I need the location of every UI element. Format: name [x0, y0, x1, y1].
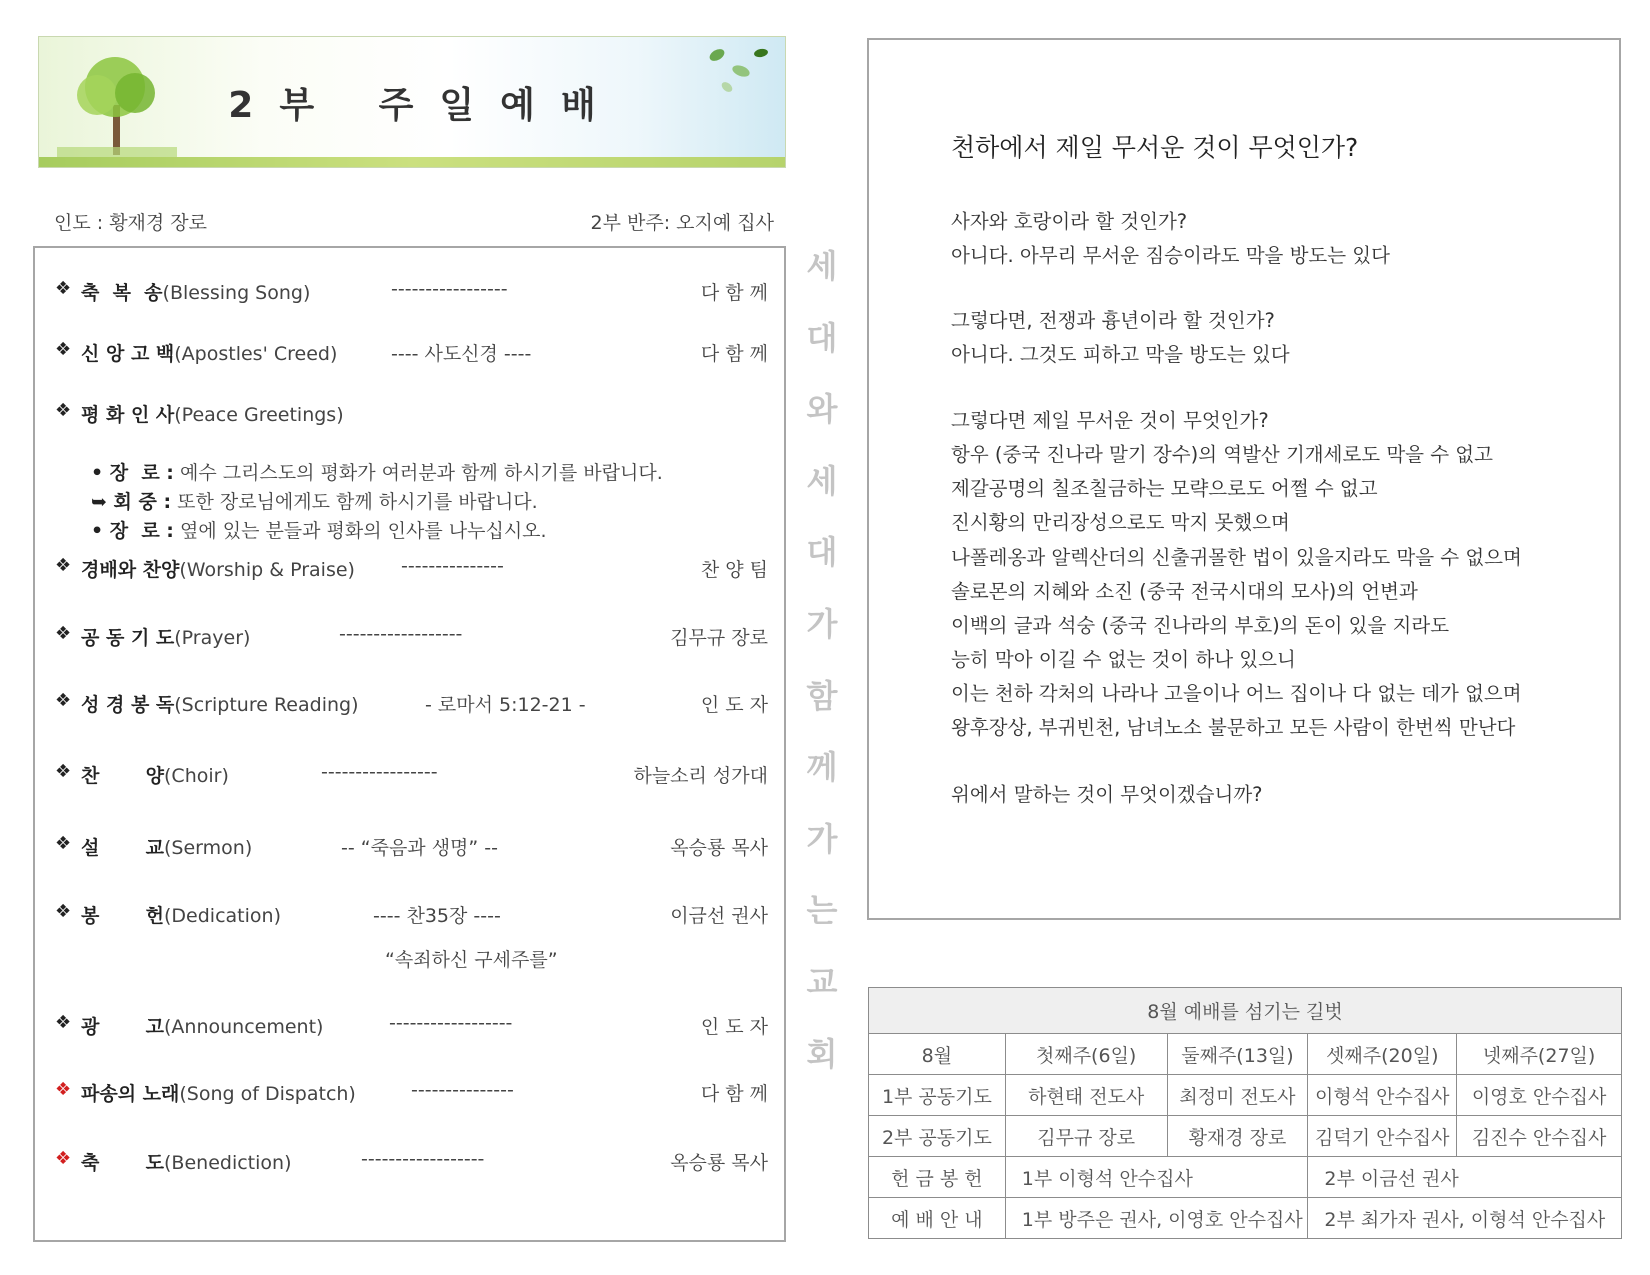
service-item-person: 김무규 장로 — [670, 627, 768, 649]
table-caption-row — [869, 988, 1622, 1034]
diamond-bullet-icon: ❖ — [55, 278, 72, 299]
service-item-detail: --------------- — [411, 1079, 514, 1101]
service-item-name: 광 고 — [81, 1016, 165, 1038]
service-item-name: 경배와 찬양 — [81, 559, 180, 581]
diamond-bullet-icon: ❖ — [55, 901, 72, 922]
slogan-char: 가 — [806, 604, 838, 643]
service-item — [55, 278, 768, 308]
slogan-char: 세 — [806, 247, 838, 285]
column-header: 둘째주(13일) — [1167, 1034, 1308, 1075]
table-cell: 김무규 장로 — [1005, 1116, 1167, 1157]
accompanist-text: 2부 반주: 오지예 집사 — [590, 212, 774, 234]
essay-line: 왕후장상, 부귀빈천, 남녀노소 불문하고 모든 사람이 한번씩 만난다 — [951, 716, 1516, 739]
table-row — [869, 1075, 1622, 1116]
service-item-english: (Announcement) — [164, 1016, 324, 1038]
table-header-row — [869, 1034, 1622, 1075]
service-item — [55, 339, 768, 369]
table-row — [869, 1198, 1622, 1239]
column-header: 첫째주(6일) — [1005, 1034, 1167, 1075]
service-item — [55, 555, 768, 585]
essay-line: 이는 천하 각처의 나라나 고을이나 어느 집이나 다 없는 데가 없으며 — [951, 682, 1522, 705]
essay-line: 능히 막아 이길 수 없는 것이 하나 있으니 — [951, 648, 1296, 671]
service-item-english: (Choir) — [164, 765, 229, 787]
greeting-text: 또한 장로님에게도 함께 하시기를 바랍니다. — [171, 491, 538, 513]
table-row — [869, 1116, 1622, 1157]
service-item-detail: ------------------ — [339, 623, 463, 645]
essay-line: 솔로몬의 지혜와 소진 (중국 전국시대의 모사)의 언변과 — [951, 580, 1418, 603]
service-item-english: (Worship & Praise) — [179, 559, 355, 581]
service-item-english: (Benediction) — [164, 1152, 292, 1174]
service-item-name: 공 동 기 도 — [81, 627, 175, 649]
table-cell: 2부 최가자 권사, 이형석 안수집사 — [1308, 1198, 1622, 1239]
slogan-char: 대 — [806, 533, 838, 572]
service-item-english: (Dedication) — [164, 905, 281, 927]
slogan-char: 께 — [806, 748, 838, 787]
service-banner — [38, 36, 786, 168]
table-cell: 황재경 장로 — [1167, 1116, 1308, 1157]
table-cell: 이영호 안수집사 — [1457, 1075, 1622, 1116]
service-item-detail: ---- 찬35장 ---- — [373, 905, 501, 927]
essay-line: 항우 (중국 진나라 말기 장수)의 역발산 기개세로도 막을 수 없고 — [951, 443, 1493, 466]
service-item-english: (Blessing Song) — [162, 282, 311, 304]
service-item-detail: ---- 사도신경 ---- — [391, 343, 532, 365]
table-cell: 1부 방주은 권사, 이영호 안수집사 — [1005, 1198, 1308, 1239]
table-cell: 1부 이형석 안수집사 — [1005, 1157, 1308, 1198]
column-header: 넷째주(27일) — [1457, 1034, 1622, 1075]
greeting-line — [91, 487, 538, 514]
service-item-english: (Scripture Reading) — [174, 694, 359, 716]
service-item — [55, 1148, 768, 1178]
service-item-detail: - 로마서 5:12-21 - — [425, 694, 586, 716]
worship-leaders — [54, 208, 774, 234]
table-cell: 예 배 안 내 — [869, 1198, 1006, 1239]
hymn-title: “속죄하신 구세주를” — [385, 949, 558, 971]
slogan-char: 와 — [806, 390, 838, 429]
table-cell: 2부 공동기도 — [869, 1116, 1006, 1157]
service-item — [55, 623, 768, 653]
greeting-line — [91, 516, 547, 543]
diamond-bullet-icon: ❖ — [55, 339, 72, 360]
slogan-char: 교 — [806, 962, 838, 1001]
greeting-role: ➥ 회 중 : — [91, 491, 172, 513]
banner-title: 2부 주일예배 — [228, 85, 622, 126]
slogan-char: 함 — [806, 676, 838, 715]
service-item-person: 인 도 자 — [700, 1016, 768, 1038]
essay-title: 천하에서 제일 무서운 것이 무엇인가? — [951, 133, 1359, 162]
diamond-bullet-icon: ❖ — [55, 555, 72, 576]
service-item-name: 축 도 — [81, 1152, 165, 1174]
table-cell: 2부 이금선 권사 — [1308, 1157, 1622, 1198]
diamond-bullet-icon: ❖ — [55, 623, 72, 644]
order-of-service — [33, 246, 786, 1242]
service-item-detail: -- “죽음과 생명” -- — [341, 837, 498, 859]
slogan-char: 회 — [806, 1034, 838, 1073]
essay-line: 아니다. 아무리 무서운 짐승이라도 막을 방도는 있다 — [951, 244, 1390, 267]
monthly-schedule-table — [868, 987, 1622, 1239]
service-item-english: (Prayer) — [174, 627, 251, 649]
service-item-person: 다 함 께 — [700, 1083, 768, 1105]
service-item-name: 성 경 봉 독 — [81, 694, 175, 716]
table-cell: 하현태 전도사 — [1005, 1075, 1167, 1116]
essay-line: 나폴레옹과 알렉산더의 신출귀몰한 법이 있을지라도 막을 수 없으며 — [951, 546, 1522, 569]
greeting-text: 옆에 있는 분들과 평화의 인사를 나누십시오. — [173, 520, 547, 542]
service-item-person: 다 함 께 — [700, 282, 768, 304]
greeting-role: • 장 로 : — [91, 520, 174, 542]
table-cell: 이형석 안수집사 — [1308, 1075, 1457, 1116]
service-item-person: 찬 양 팀 — [700, 559, 768, 581]
service-item-person: 이금선 권사 — [670, 905, 768, 927]
service-item-detail: ------------------ — [389, 1012, 513, 1034]
slogan-char: 가 — [806, 819, 838, 858]
service-item-person: 옥승룡 목사 — [670, 837, 768, 859]
service-item-name: 파송의 노래 — [81, 1083, 180, 1105]
greeting-line — [91, 458, 663, 485]
service-item-name: 신 앙 고 백 — [81, 343, 175, 365]
service-item-name: 찬 양 — [81, 765, 165, 787]
service-item — [55, 1079, 768, 1109]
essay-line: 제갈공명의 칠조칠금하는 모략으로도 어쩔 수 없고 — [951, 477, 1378, 500]
diamond-bullet-icon: ❖ — [55, 833, 72, 854]
service-item — [55, 833, 768, 863]
essay-line: 사자와 호랑이라 할 것인가? — [951, 210, 1188, 233]
service-item-person: 인 도 자 — [700, 694, 768, 716]
service-item-detail: ----------------- — [391, 278, 508, 300]
vertical-slogan — [800, 240, 844, 1099]
service-item-name: 봉 헌 — [81, 905, 165, 927]
service-item-person: 하늘소리 성가대 — [633, 765, 768, 787]
table-caption: 8월 예배를 섬기는 길벗 — [869, 988, 1622, 1034]
diamond-bullet-icon: ❖ — [55, 1012, 72, 1033]
column-header: 8월 — [869, 1034, 1006, 1075]
table-cell: 김덕기 안수집사 — [1308, 1116, 1457, 1157]
service-item — [55, 1012, 768, 1042]
diamond-bullet-icon: ❖ — [55, 1148, 72, 1169]
diamond-bullet-icon: ❖ — [55, 761, 72, 782]
service-item-name: 축 복 송 — [81, 282, 163, 304]
service-item-english: (Apostles' Creed) — [174, 343, 338, 365]
service-item — [55, 690, 768, 720]
essay-line: 그렇다면 제일 무서운 것이 무엇인가? — [951, 409, 1269, 432]
service-item — [55, 761, 768, 791]
slogan-char: 세 — [806, 461, 838, 500]
service-item-detail: ------------------ — [361, 1148, 485, 1170]
greeting-text: 예수 그리스도의 평화가 여러분과 함께 하시기를 바랍니다. — [173, 462, 663, 484]
table-cell: 헌 금 봉 헌 — [869, 1157, 1006, 1198]
leader-text: 인도 : 황재경 장로 — [54, 212, 207, 234]
service-item-name: 설 교 — [81, 837, 165, 859]
service-item-english: (Peace Greetings) — [174, 404, 344, 426]
diamond-bullet-icon: ❖ — [55, 690, 72, 711]
greeting-role: • 장 로 : — [91, 462, 174, 484]
essay-line: 아니다. 그것도 피하고 막을 방도는 있다 — [951, 343, 1290, 366]
service-item — [55, 901, 768, 931]
service-item — [55, 400, 768, 430]
service-item-detail: ----------------- — [321, 761, 438, 783]
essay-line: 이백의 글과 석숭 (중국 진나라의 부호)의 돈이 있을 지라도 — [951, 614, 1450, 637]
essay-line: 그렇다면, 전쟁과 흉년이라 할 것인가? — [951, 309, 1275, 332]
essay-line: 진시황의 만리장성으로도 막지 못했으며 — [951, 511, 1290, 534]
service-item-english: (Sermon) — [164, 837, 253, 859]
table-cell: 김진수 안수집사 — [1457, 1116, 1622, 1157]
table-cell: 최정미 전도사 — [1167, 1075, 1308, 1116]
service-item-name: 평 화 인 사 — [81, 404, 175, 426]
column-header: 셋째주(20일) — [1308, 1034, 1457, 1075]
diamond-bullet-icon: ❖ — [55, 400, 72, 421]
essay-line: 위에서 말하는 것이 무엇이겠습니까? — [951, 783, 1263, 806]
table-row — [869, 1157, 1622, 1198]
service-item-person: 옥승룡 목사 — [670, 1152, 768, 1174]
essay-panel — [867, 38, 1621, 920]
diamond-bullet-icon: ❖ — [55, 1079, 72, 1100]
slogan-char: 대 — [806, 318, 838, 357]
service-item-person: 다 함 께 — [700, 343, 768, 365]
table-cell: 1부 공동기도 — [869, 1075, 1006, 1116]
slogan-char: 는 — [806, 891, 838, 930]
service-item-english: (Song of Dispatch) — [179, 1083, 356, 1105]
service-item-detail: --------------- — [401, 555, 504, 577]
